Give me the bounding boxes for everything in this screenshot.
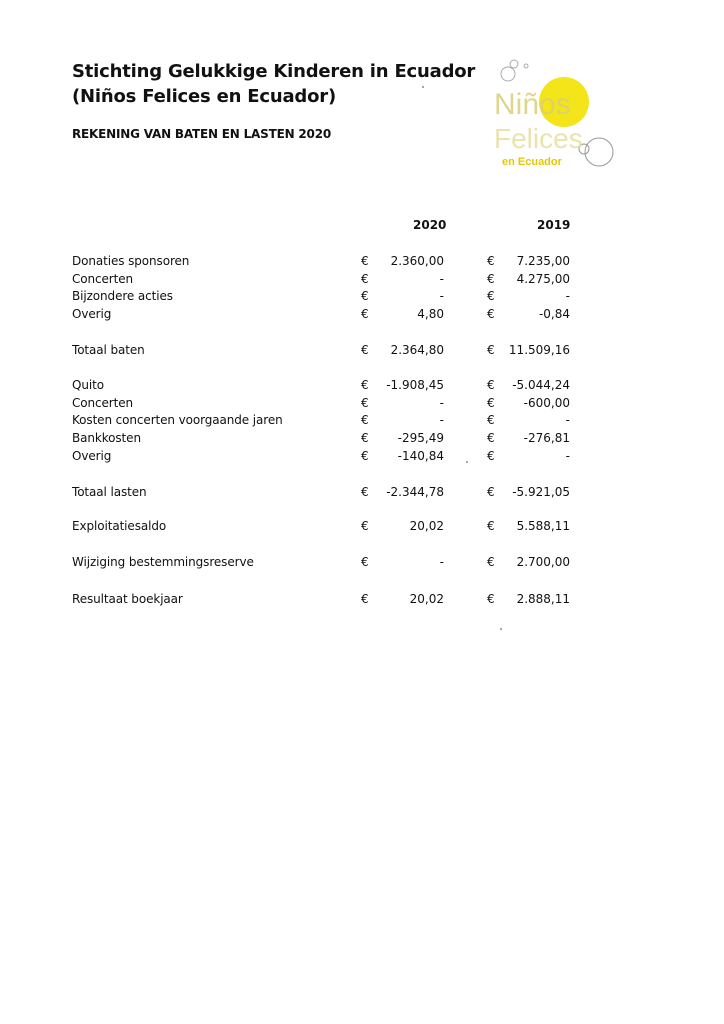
- table-row: [0, 554, 724, 571]
- page-title-line1: Stichting Gelukkige Kinderen in Ecuador: [72, 61, 476, 82]
- row-label: Overig: [72, 449, 112, 463]
- ninos-felices-logo: [486, 52, 626, 178]
- column-header-2019: 2019: [537, 218, 571, 232]
- currency-symbol-2020: €: [361, 413, 369, 427]
- value-2020: -1.908,45: [386, 378, 444, 392]
- currency-symbol-2019: €: [487, 519, 495, 533]
- row-label: Overig: [72, 307, 112, 321]
- value-2020: -: [439, 555, 444, 569]
- logo-word-en-ecuador: en Ecuador: [502, 156, 562, 168]
- document-subtitle: REKENING VAN BATEN EN LASTEN 2020: [72, 127, 331, 141]
- value-2020: -140,84: [397, 449, 444, 463]
- currency-symbol-2020: €: [361, 343, 369, 357]
- currency-symbol-2020: €: [361, 555, 369, 569]
- row-label: Resultaat boekjaar: [72, 592, 183, 606]
- currency-symbol-2019: €: [487, 343, 495, 357]
- currency-symbol-2020: €: [361, 592, 369, 606]
- value-2020: 2.360,00: [390, 254, 444, 268]
- table-row: [0, 591, 724, 608]
- value-2020: -2.344,78: [386, 485, 444, 499]
- value-2019: 7.235,00: [516, 254, 570, 268]
- table-row: [0, 377, 724, 394]
- currency-symbol-2019: €: [487, 592, 495, 606]
- currency-symbol-2019: €: [487, 254, 495, 268]
- row-label: Wijziging bestemmingsreserve: [72, 555, 254, 569]
- currency-symbol-2019: €: [487, 378, 495, 392]
- row-label: Concerten: [72, 396, 134, 410]
- value-2019: -5.044,24: [512, 378, 570, 392]
- logo-word-ninos: Niños: [494, 88, 571, 121]
- currency-symbol-2019: €: [487, 396, 495, 410]
- currency-symbol-2020: €: [361, 289, 369, 303]
- table-row: [0, 518, 724, 535]
- value-2019: 11.509,16: [508, 343, 570, 357]
- value-2019: -600,00: [523, 396, 570, 410]
- value-2019: -: [565, 413, 570, 427]
- value-2020: -: [439, 289, 444, 303]
- value-2020: 20,02: [409, 592, 444, 606]
- row-label: Bankkosten: [72, 431, 141, 445]
- value-2020: 20,02: [409, 519, 444, 533]
- row-label: Exploitatiesaldo: [72, 519, 167, 533]
- currency-symbol-2020: €: [361, 485, 369, 499]
- currency-symbol-2019: €: [487, 289, 495, 303]
- value-2019: 2.888,11: [516, 592, 570, 606]
- currency-symbol-2019: €: [487, 272, 495, 286]
- currency-symbol-2020: €: [361, 272, 369, 286]
- value-2019: -0,84: [538, 307, 570, 321]
- value-2019: -: [565, 449, 570, 463]
- row-label: Kosten concerten voorgaande jaren: [72, 413, 283, 427]
- row-label: Totaal lasten: [72, 485, 147, 499]
- value-2019: -: [565, 289, 570, 303]
- table-row: [0, 430, 724, 447]
- row-label: Bijzondere acties: [72, 289, 173, 303]
- currency-symbol-2019: €: [487, 307, 495, 321]
- currency-symbol-2020: €: [361, 449, 369, 463]
- row-label: Concerten: [72, 272, 134, 286]
- value-2019: -276,81: [523, 431, 570, 445]
- currency-symbol-2020: €: [361, 396, 369, 410]
- value-2019: 2.700,00: [516, 555, 570, 569]
- currency-symbol-2020: €: [361, 519, 369, 533]
- table-row: [0, 306, 724, 323]
- row-label: Quito: [72, 378, 104, 392]
- currency-symbol-2020: €: [361, 307, 369, 321]
- currency-symbol-2019: €: [487, 485, 495, 499]
- value-2020: 2.364,80: [390, 343, 444, 357]
- currency-symbol-2020: €: [361, 254, 369, 268]
- table-row: [0, 484, 724, 501]
- table-row: [0, 342, 724, 359]
- logo-word-felices: Felices: [494, 123, 583, 154]
- currency-symbol-2019: €: [487, 413, 495, 427]
- scan-speck: [500, 628, 502, 630]
- table-row: [0, 253, 724, 270]
- currency-symbol-2019: €: [487, 431, 495, 445]
- column-header-2020: 2020: [413, 218, 447, 232]
- scan-speck: [422, 86, 424, 88]
- table-row: [0, 288, 724, 305]
- scan-speck: [466, 461, 468, 463]
- table-row: [0, 395, 724, 412]
- value-2019: 5.588,11: [516, 519, 570, 533]
- value-2019: 4.275,00: [516, 272, 570, 286]
- table-row: [0, 271, 724, 288]
- row-label: Donaties sponsoren: [72, 254, 190, 268]
- page-title-line2: (Niños Felices en Ecuador): [72, 86, 336, 107]
- value-2020: -295,49: [397, 431, 444, 445]
- currency-symbol-2020: €: [361, 431, 369, 445]
- currency-symbol-2020: €: [361, 378, 369, 392]
- value-2020: -: [439, 272, 444, 286]
- row-label: Totaal baten: [72, 343, 145, 357]
- currency-symbol-2019: €: [487, 449, 495, 463]
- currency-symbol-2019: €: [487, 555, 495, 569]
- value-2020: -: [439, 396, 444, 410]
- table-row: [0, 448, 724, 465]
- value-2019: -5.921,05: [512, 485, 570, 499]
- table-row: [0, 412, 724, 429]
- value-2020: 4,80: [417, 307, 444, 321]
- value-2020: -: [439, 413, 444, 427]
